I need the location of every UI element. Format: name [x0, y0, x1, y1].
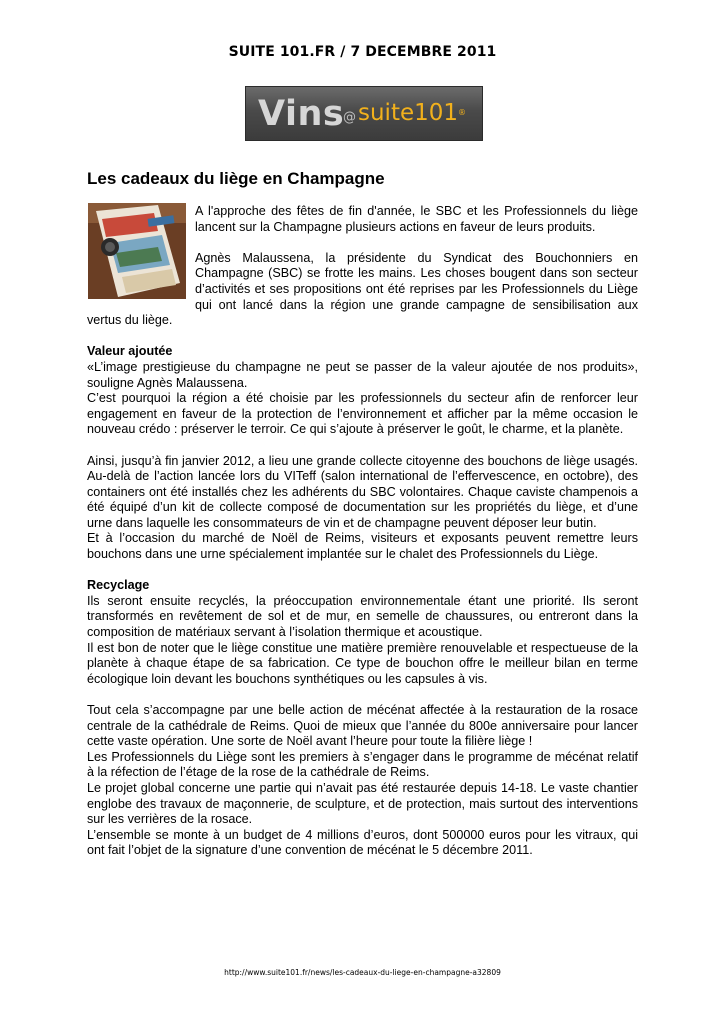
logo-brand	[358, 98, 466, 128]
logo-word: Vins	[258, 94, 345, 134]
paragraph: Ils seront ensuite recyclés, la préoccupation environnementale étant une priorité. Ils seront transformés en revêtement de sol et de mur, en semelle de chaussures, ou entreront dans la composition de matériaux servant à l’isolation thermique et acoustique.	[87, 593, 638, 640]
page-header: SUITE 101.FR / 7 DECEMBRE 2011	[228, 44, 497, 60]
paragraph: Et à l’occasion du marché de Noël de Reims, visiteurs et exposants peuvent remettre leurs bouchons dans une urne spécialement implantée sur le chalet des Professionnels du Liège.	[87, 531, 638, 562]
vins-suite101-logo	[245, 86, 483, 141]
footer-url: http://www.suite101.fr/news/les-cadeaux-du-liege-en-champagne-a32809	[224, 968, 501, 977]
paragraph: Tout cela s’accompagne par une belle action de mécénat affectée à la restauration de la rosace centrale de la cathédrale de Reims. Quoi de mieux que l’année du 800e anniversaire pour lancer cette vaste opération. Une sorte de Noël avant l’heure pour toute la filière liège !	[87, 703, 638, 749]
intro-paragraph: A l'approche des fêtes de fin d'année, le SBC et les Professionnels du liège lancent sur la Champagne plusieurs actions en faveur de leurs produits.	[195, 204, 638, 234]
photo-spacer	[87, 204, 195, 302]
paragraph: L’ensemble se monte à un budget de 4 millions d’euros, dont 500000 euros pour les vitraux, qui ont fait l’objet de la signature d’une convention de mécénat le 5 décembre 2011.	[87, 827, 638, 858]
paragraph: «L’image prestigieuse du champagne ne peut se passer de la valeur ajoutée de nos produits», souligne Agnès Malaussena.	[87, 359, 638, 390]
paragraph: Agnès Malaussena, la présidente du Syndicat des Bouchonniers en Champagne (SBC) se frotte les mains. Les choses bougent dans son secteur d’activités et ses propositions ont été reprises par les Professionnels du Liège qui ont lancé dans la région une grande campagne de sensibilisation aux vertus du liège.	[87, 250, 638, 328]
subheading-valeur: Valeur ajoutée	[87, 344, 173, 359]
subheading-recyclage: Recyclage	[87, 578, 150, 593]
paragraph: C’est pourquoi la région a été choisie par les professionnels du secteur afin de renforcer leur engagement en faveur de la protection de l’environnement et afficher par la même occasion le nouveau crédo : préserver le terroir. Ce qui s’ajoute à préserver le goût, le charme, et la planète.	[87, 391, 638, 437]
article-title: Les cadeaux du liège en Champagne	[87, 169, 385, 188]
paragraph: Il est bon de noter que le liège constitue une matière première renouvelable et respectueuse de la planète à chaque étape de sa fabrication. Ce type de bouchon offre le meilleur bilan en terme écologique loin devant les bouchons synthétiques ou les capsules à vis.	[87, 640, 638, 686]
logo-registered: ®	[458, 108, 467, 117]
logo-at: @	[343, 110, 356, 125]
paragraph: Les Professionnels du Liège sont les premiers à s’engager dans le programme de mécénat relatif à la réfection de l’étage de la rose de la cathédrale de Reims.	[87, 749, 638, 780]
paragraph: Ainsi, jusqu’à fin janvier 2012, a lieu une grande collecte citoyenne des bouchons de liège usagés. Au-delà de l’action lancée lors du VITeff (salon international de l’effervescence, en octobre), des containers ont été installés chez les adhérents du SBC volontaires. Chaque caviste champenois a été équipé d’un kit de collecte composé de documentation sur les propriétés du liège, et d’une urne dans laquelle les consommateurs de vin et de champagne peuvent déposer leur butin.	[87, 453, 638, 530]
paragraph: Le projet global concerne une partie qui n’avait pas été restaurée depuis 14-18. Le vaste chantier englobe des travaux de maçonnerie, de sculpture, et de protection, mais surtout des interventions sur les verrières de la rosace.	[87, 780, 638, 827]
article-body	[87, 204, 638, 859]
logo-brand-text: suite101	[358, 100, 459, 126]
